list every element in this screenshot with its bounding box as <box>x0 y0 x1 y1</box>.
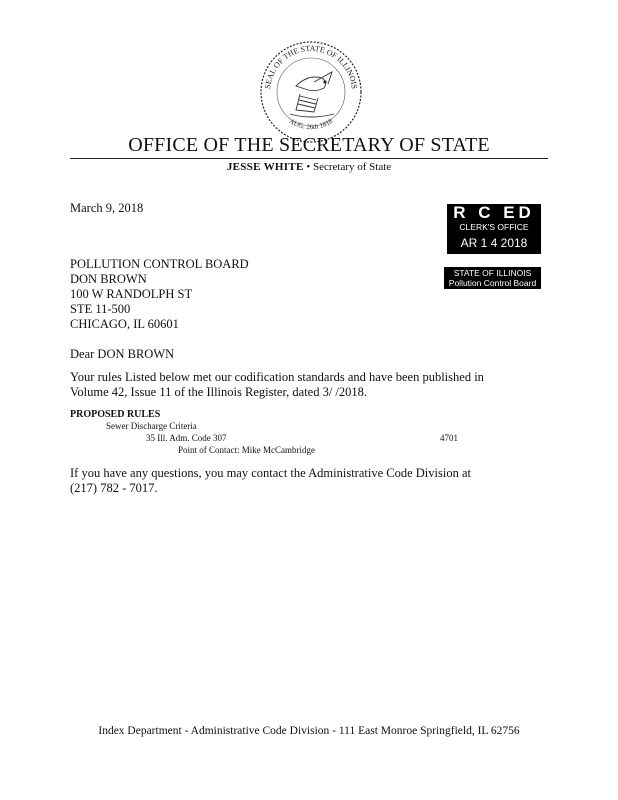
section-label: PROPOSED RULES <box>70 409 161 420</box>
seal-top-text: SEAL OF THE STATE OF ILLINOIS <box>263 43 359 90</box>
footer-address: Index Department - Administrative Code Division - 111 East Monroe Springfield, IL 62756 <box>98 725 520 737</box>
svg-text:SEAL OF THE STATE OF ILLINOIS <box>263 44 359 89</box>
eagle-icon <box>290 72 334 117</box>
stamp-received-text: R C ED <box>453 203 535 222</box>
salutation: Dear DON BROWN <box>70 347 175 361</box>
state-seal <box>256 38 366 146</box>
rule-contact: Point of Contact: Mike McCambridge <box>178 445 315 455</box>
address-line: POLLUTION CONTROL BOARD <box>70 257 249 271</box>
address-line: DON BROWN <box>70 272 147 286</box>
stamp-board-line: Pollution Control Board <box>448 278 537 288</box>
stamp-clerk-text: CLERK'S OFFICE <box>459 222 529 232</box>
office-title: OFFICE OF THE SECRETARY OF STATE <box>128 134 490 156</box>
secretary-line <box>0 161 618 173</box>
state-board-stamp <box>444 267 541 289</box>
address-line: STE 11-500 <box>70 302 131 316</box>
rule-name: Sewer Discharge Criteria <box>106 421 197 431</box>
rule-number: 4701 <box>440 433 458 443</box>
secretary-name: JESSE WHITE <box>226 161 304 173</box>
secretary-title: • Secretary of State <box>306 161 392 173</box>
seal-bottom-text: AUG. 26th 1818 <box>287 117 335 132</box>
received-stamp <box>447 204 541 254</box>
recipient-address <box>70 257 249 332</box>
svg-text:AUG. 26th 1818 <box>288 117 335 131</box>
stamp-state-line: STATE OF ILLINOIS <box>453 268 532 278</box>
address-line: CHICAGO, IL 60601 <box>70 317 179 331</box>
rule-code: 35 Ill. Adm. Code 307 <box>146 433 227 443</box>
header-divider <box>70 158 548 159</box>
closing-paragraph: If you have any questions, you may contact the Administrative Code Division at (217) 782 - 7017. <box>70 466 471 495</box>
address-line: 100 W RANDOLPH ST <box>70 287 193 301</box>
body-paragraph: Your rules Listed below met our codification standards and have been published in Volume 42, Issue 11 of the Illinois Register, dated 3/ /2018. <box>70 370 484 399</box>
stamp-date: AR 1 4 2018 <box>460 236 528 250</box>
letter-date: March 9, 2018 <box>70 201 144 215</box>
